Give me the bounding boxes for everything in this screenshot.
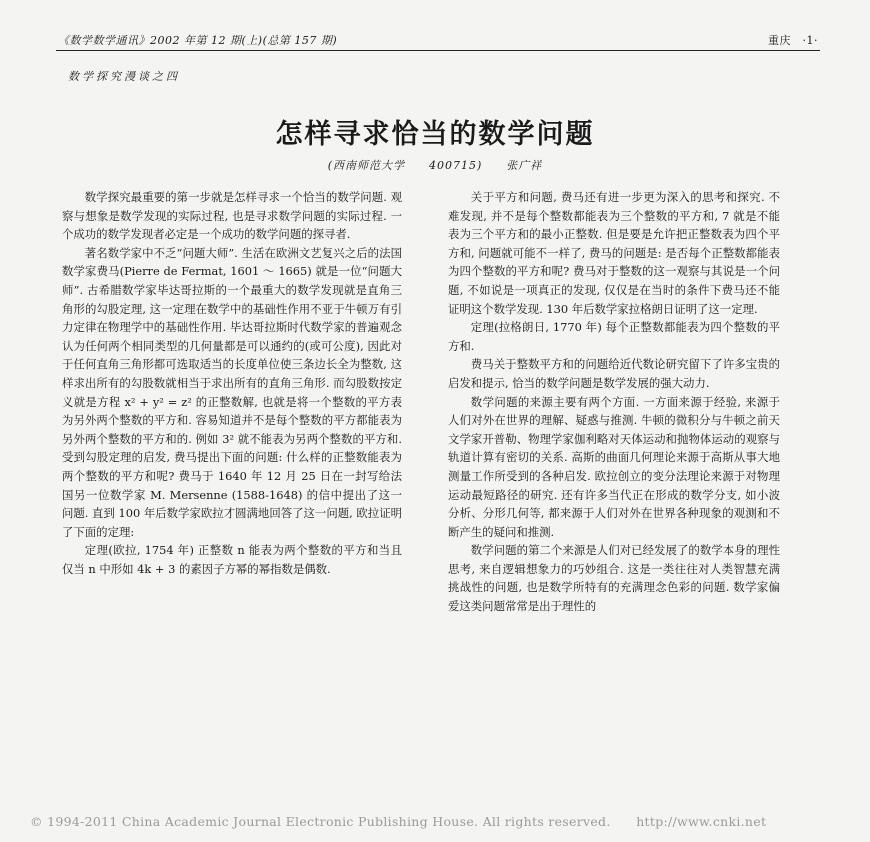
paragraph: 数学探究最重要的第一步就是怎样寻求一个恰当的数学问题. 观察与想象是数学发现的实际过程, 也是寻求数学问题的实际过程. 一个成功的数学发现者必定是一个成功的数学问题的探寻者. xyxy=(62,190,402,242)
paragraph: 著名数学家中不乏“问题大师”. 生活在欧洲文艺复兴之后的法国数学家费马(Pierre de Fermat, 1601 ～ 1665) 就是一位“问题大师”. 古希腊数学家毕达哥拉斯的一个最重大的数学发现就是直角三角形的勾股定理, 这一定理在数学中的基础性作用不亚于牛顿万有引力定律在物理学中的基础性作用. 毕达哥拉斯时代数学家的普遍观念认为任何两个相同类型的几何量都是可以通约的(或可公度), 因此对于任何直角三角形都可选取适当的长度单位使三条边长全为整数, 这样求出所有的勾股数就相当于求出所有的直角三角形. 而勾股数按定义就是方程 x² + y² = z² 的正整数解, 也就是将一个整数的平方表为另外两个整数的平方和. 容易知道并不是每个整数的平方都能表为另外两个整数的平方和的. 例如 3² 就不能表为另两个整数的平方和. 受到勾股定理的启发, 费马提出下面的问题: 什么样的正整数能表为两个整数的平方和呢? 费马于 1640 年 12 月 25 日在一封写给法国另一位数学家 M. Mersenne (1588-1648) 的信中提出了这一问题. 直到 100 年后数学家欧拉才圆满地回答了这一问题, 欧拉证明了下面的定理: xyxy=(62,245,402,539)
copyright-watermark: © 1994-2011 China Academic Journal Electronic Publishing House. All rights reserved. http://www.cnki.net xyxy=(30,814,767,829)
theorem-euler: 定理(欧拉, 1754 年) 正整数 n 能表为两个整数的平方和当且仅当 n 中形如 4k + 3 的素因子方幂的幂指数是偶数. xyxy=(62,543,402,576)
article-title: 怎样寻求恰当的数学问题 xyxy=(275,119,595,150)
left-column xyxy=(62,188,402,578)
series-label: 数学探究漫谈之四 xyxy=(68,70,180,83)
theorem-lagrange: 定理(拉格朗日, 1770 年) 每个正整数都能表为四个整数的平方和. xyxy=(448,320,780,353)
paragraph: 关于平方和问题, 费马还有进一步更为深入的思考和探究. 不难发现, 并不是每个整数都能表为三个整数的平方和, 7 就是不能表为三个平方和的最小正整数. 但是要是允许把正整数表为四个平方和, 问题就可能不一样了, 费马的问题是: 是否每个正整数都能表为四个整数的平方和呢? 费马对于整数的这一观察与其说是一个问题, 不如说是一项真正的发现, 仅仅是在当时的条件下费马还不能证明这个数学发现. 130 年后数学家拉格朗日证明了这一定理. xyxy=(448,190,780,316)
right-column xyxy=(448,188,780,616)
location-page-number: 重庆 ·1· xyxy=(768,34,818,47)
journal-citation: 《数学数学通讯》2002 年第 12 期(上)(总第 157 期) xyxy=(58,34,338,47)
paragraph: 数学问题的第二个来源是人们对已经发展了的数学本身的理性思考, 来自逻辑想象力的巧妙组合. 这是一类往往对人类智慧充满挑战性的问题, 也是数学所特有的充满理念色彩的问题. 数学家偏爱这类问题常常是出于理性的 xyxy=(448,543,780,614)
paragraph: 费马关于整数平方和的问题给近代数论研究留下了许多宝贵的启发和提示, 恰当的数学问题是数学发展的强大动力. xyxy=(448,357,780,390)
author-line: (西南师范大学 400715) 张广祥 xyxy=(327,159,543,172)
header-rule xyxy=(56,50,820,51)
paragraph: 数学问题的来源主要有两个方面. 一方面来源于经验, 来源于人们对外在世界的理解、疑惑与推测. 牛顿的微积分与牛顿之前天文学家开普勒、物理学家伽利略对天体运动和抛物体运动的观察与轨道计算有密切的关系. 高斯的曲面几何理论来源于高斯从事大地测量工作所受到的各种启发. 欧拉创立的变分法理论来源于对物理运动最短路径的研究. 还有许多当代正在形成的数学分支, 如小波分析、分形几何等, 都来源于人们对外在世界各种现象的观测和不断产生的疑问和推测. xyxy=(448,394,780,539)
